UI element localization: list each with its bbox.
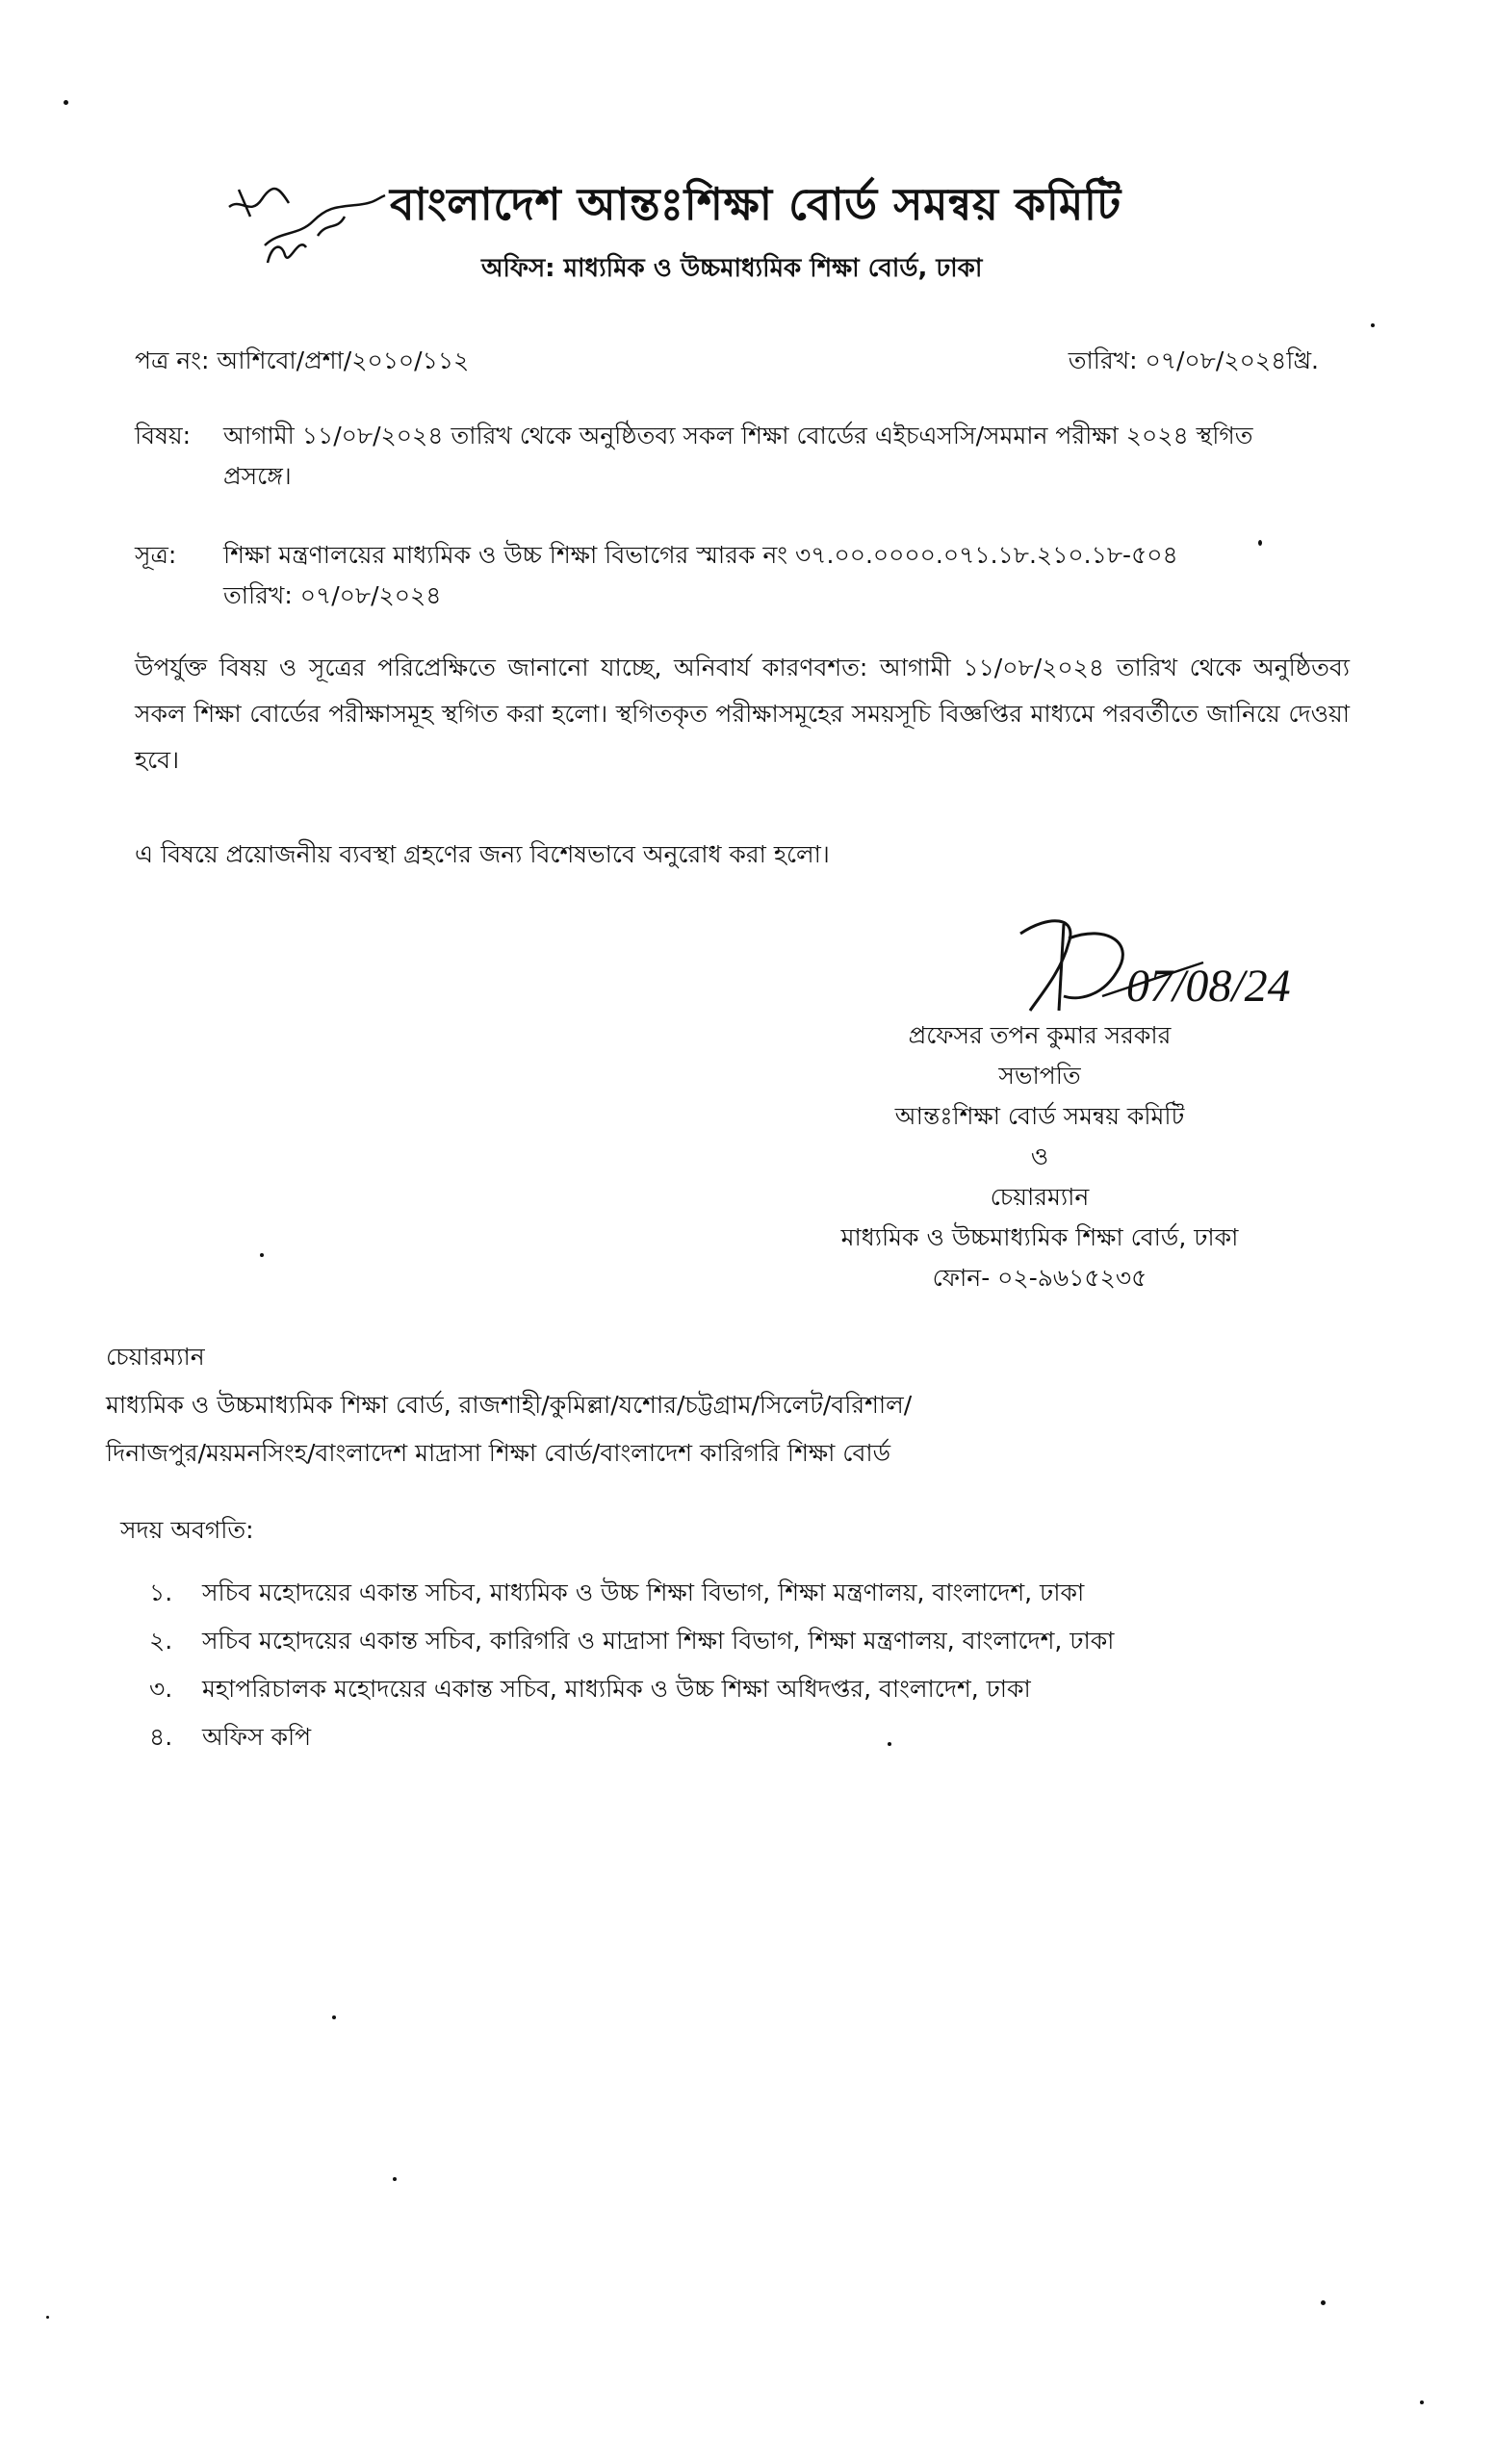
cc-item-number: ২. [149,1627,173,1655]
recipient-line-1: চেয়ারম্যান [106,1343,205,1371]
handwritten-initials-stamp [221,178,390,279]
body-paragraph: উপর্যুক্ত বিষয় ও সূত্রের পরিপ্রেক্ষিতে জানানো যাচ্ছে, অনিবার্য কারণবশত: আগামী ১১/০৮/২০২৪ তারিখ থেকে অনুষ্ঠিতব্য সকল শিক্ষা বোর্ডের পরীক্ষাসমূহ স্থগিত করা হলো। স্থগিতকৃত পরীক্ষাসমূহের সময়সূচি বিজ্ঞপ্তির মাধ্যমে পরবর্তীতে জানিয়ে দেওয়া হবে। [135,654,1350,774]
subject-text [223,416,1350,497]
cc-label: সদয় অবগতি: [120,1516,254,1544]
source-line-2: তারিখ: ০৭/০৮/২০২৪ [223,581,442,609]
recipient-block [106,1333,912,1477]
scan-speck [46,2316,49,2319]
cc-item-number: ৪. [149,1723,173,1751]
list-item [149,1617,1114,1665]
list-item [149,1665,1114,1713]
signatory-title-4: মাধ্যমিক ও উচ্চমাধ্যমিক শিক্ষা বোর্ড, ঢাকা [840,1223,1239,1251]
subject-line-1: আগামী ১১/০৮/২০২৪ তারিখ থেকে অনুষ্ঠিতব্য সকল শিক্ষা বোর্ডের এইচএসসি/সমমান পরীক্ষা ২০২৪ স্থগিত [223,422,1253,449]
source-label: সূত্র: [135,541,177,569]
signature-date: 07/08/24 [1126,961,1291,1012]
scan-speck [332,2015,336,2019]
scan-speck [888,1742,891,1746]
signatory-title-1: সভাপতি [998,1062,1081,1090]
signatory-title-3: চেয়ারম্যান [990,1183,1090,1211]
cc-item-number: ১. [149,1578,173,1606]
source-row [135,535,1350,616]
cc-item-text: অফিস কপি [202,1723,312,1751]
scan-speck [1321,2300,1326,2305]
signatory-conjunction: ও [1030,1142,1049,1170]
scan-speck [1420,2400,1424,2404]
subject-label: বিষয়: [135,422,192,449]
issue-date: তারিখ: ০৭/০৮/২০২৪খ্রি. [1068,346,1319,374]
reference-number: পত্র নং: আশিবো/প্রশা/২০১০/১১২ [135,346,470,374]
source-text [223,535,1350,616]
document-title: বাংলাদেশ আন্তঃশিক্ষা বোর্ড সমন্বয় কমিটি [390,178,1121,230]
request-line: এ বিষয়ে প্রয়োজনীয় ব্যবস্থা গ্রহণের জন্য বিশেষভাবে অনুরোধ করা হলো। [135,840,830,868]
signature-block [789,1015,1290,1298]
subject-line-2: প্রসঙ্গে। [223,462,292,490]
scan-speck [1371,323,1375,327]
cc-item-text: সচিব মহোদয়ের একান্ত সচিব, মাধ্যমিক ও উচ্চ শিক্ষা বিভাগ, শিক্ষা মন্ত্রণালয়, বাংলাদেশ, ঢাকা [202,1578,1085,1606]
signatory-name: প্রফেসর তপন কুমার সরকার [908,1021,1172,1049]
list-item [149,1569,1114,1617]
handwritten-signature [1011,905,1396,1030]
cc-item-number: ৩. [149,1675,173,1703]
subject-row [135,416,1350,497]
signatory-title-2: আন্তঃশিক্ষা বোর্ড সমন্বয় কমিটি [894,1102,1185,1130]
office-line: অফিস: মাধ্যমিক ও উচ্চমাধ্যমিক শিক্ষা বোর্ড, ঢাকা [481,254,983,283]
cc-item-text: মহাপরিচালক মহোদয়ের একান্ত সচিব, মাধ্যমিক ও উচ্চ শিক্ষা অধিদপ্তর, বাংলাদেশ, ঢাকা [202,1675,1031,1703]
list-item [149,1713,1114,1761]
scan-speck [64,100,68,105]
cc-item-text: সচিব মহোদয়ের একান্ত সচিব, কারিগরি ও মাদ্রাসা শিক্ষা বিভাগ, শিক্ষা মন্ত্রণালয়, বাংলাদেশ, ঢাকা [202,1627,1115,1655]
signatory-phone: ফোন- ০২-৯৬১৫২৩৫ [932,1264,1147,1292]
cc-list [149,1569,1114,1761]
recipient-line-2: মাধ্যমিক ও উচ্চমাধ্যমিক শিক্ষা বোর্ড, রাজশাহী/কুমিল্লা/যশোর/চট্টগ্রাম/সিলেট/বরিশাল/ [106,1391,913,1419]
scan-speck [393,2177,397,2181]
scan-speck [260,1253,264,1257]
scan-speck [1258,540,1262,546]
source-line-1: শিক্ষা মন্ত্রণালয়ের মাধ্যমিক ও উচ্চ শিক্ষা বিভাগের স্মারক নং ৩৭.০০.০০০০.০৭১.১৮.২১০.১৮-৫০৪ [223,541,1178,569]
recipient-line-3: দিনাজপুর/ময়মনসিংহ/বাংলাদেশ মাদ্রাসা শিক্ষা বোর্ড/বাংলাদেশ কারিগরি শিক্ষা বোর্ড [106,1439,891,1467]
